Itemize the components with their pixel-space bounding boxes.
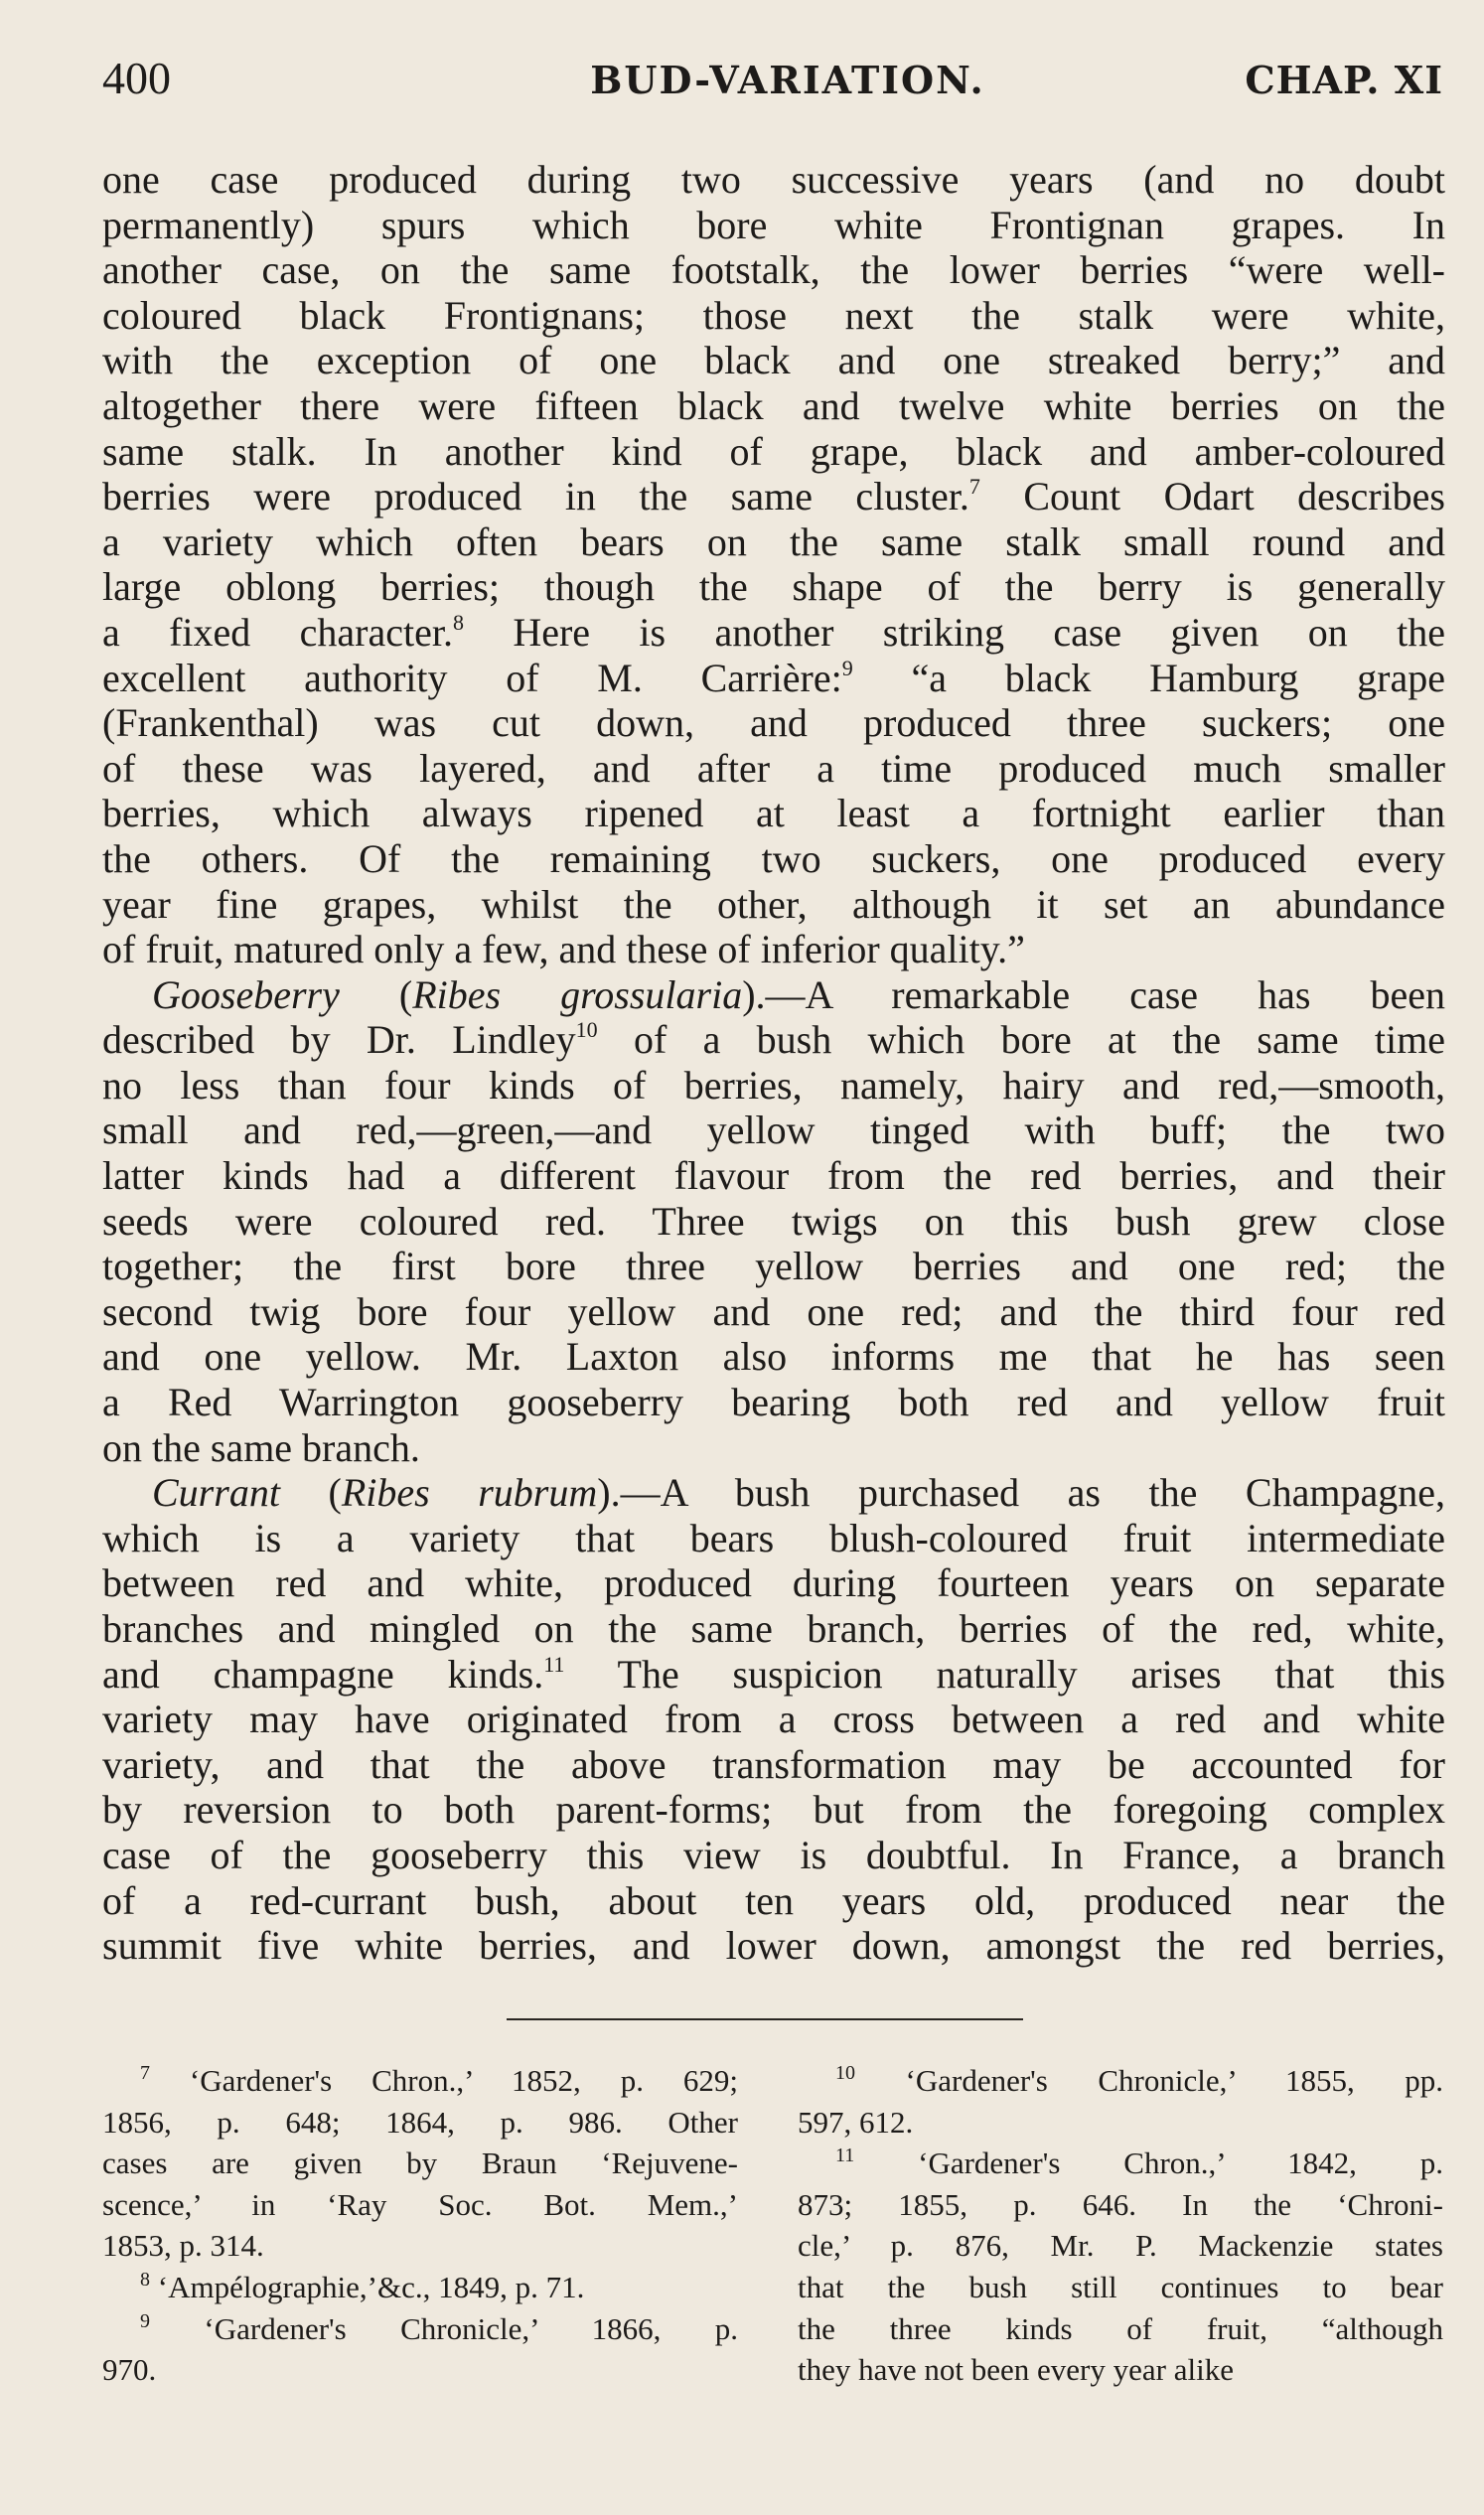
text-line: [102, 474, 1445, 519]
footnote-text: ‘Gardener's Chronicle,’ 1855, pp.: [905, 2063, 1443, 2098]
text-span: described by Dr. Lindley: [102, 1017, 576, 1063]
text-line: on the same branch.: [102, 1424, 420, 1470]
body-text: [102, 157, 1445, 1969]
footnote-ref-11: 11: [543, 1651, 565, 1677]
text-span: and champagne kinds.: [102, 1651, 544, 1697]
footnote-line: cases are given by Braun ‘Rejuvene-: [102, 2145, 738, 2181]
text-line: berries, which always ripened at least a fortnight earlier than: [102, 791, 1445, 836]
text-line: large oblong berries; though the shape of the berry is generally: [102, 564, 1445, 610]
footnote-line: 1853, p. 314.: [102, 2228, 264, 2264]
text-line: by reversion to both parent-forms; but from the foregoing complex: [102, 1787, 1445, 1833]
text-line: of a red-currant bush, about ten years old, produced near the: [102, 1877, 1445, 1923]
footnote-text: ‘Gardener's Chron.,’ 1842, p.: [918, 2145, 1443, 2181]
text-span: (: [279, 1470, 342, 1516]
text-line: latter kinds had a different flavour from the red berries, and their: [102, 1153, 1445, 1199]
text-span: excellent authority of M. Carrière:: [102, 655, 842, 700]
footnote-8: [102, 2267, 738, 2308]
footnote-line: scence,’ in ‘Ray Soc. Bot. Mem.,’: [102, 2186, 738, 2222]
text-line: of these was layered, and after a time produced much smaller: [102, 745, 1445, 791]
footnote-text: ‘Gardener's Chron.,’ 1852, p. 629;: [189, 2063, 739, 2098]
text-line: of fruit, matured only a few, and these of inferior quality.”: [102, 927, 1025, 972]
text-line: between red and white, produced during fourteen years on separate: [102, 1560, 1445, 1606]
text-span: (: [339, 971, 413, 1017]
page-number: 400: [102, 53, 171, 103]
footnote-line: the three kinds of fruit, “although: [798, 2310, 1443, 2346]
text-span: The suspicion naturally arises that this: [564, 1651, 1446, 1697]
footnote-11: [798, 2143, 1443, 2184]
text-line: [102, 1017, 1445, 1063]
text-span: Count Odart describes: [979, 474, 1446, 519]
species-name: Ribes rubrum: [341, 1470, 598, 1516]
text-line: a variety which often bears on the same stalk small round and: [102, 518, 1445, 564]
text-line: small and red,—green,—and yellow tinged with buff; the two: [102, 1108, 1445, 1153]
text-span: ).—A remarkable case has been: [742, 971, 1446, 1017]
footnotes-left-column: [102, 2060, 738, 2391]
text-span: of a bush which bore at the same time: [597, 1017, 1445, 1063]
footnote-9: [102, 2308, 738, 2350]
footnote-line: cle,’ p. 876, Mr. P. Mackenzie states: [798, 2228, 1443, 2264]
page-header: [102, 52, 1443, 111]
paragraph-start-gooseberry: [102, 972, 1445, 1018]
footnote-text: ‘Ampélographie,’&c., 1849, p. 71.: [157, 2269, 585, 2304]
text-line: no less than four kinds of berries, namely, hairy and red,—smooth,: [102, 1062, 1445, 1108]
text-span: Here is another striking case given on the: [463, 609, 1445, 655]
footnote-ref-7: 7: [968, 474, 980, 500]
text-line: a Red Warrington gooseberry bearing both red and yellow fruit: [102, 1380, 1445, 1425]
text-line: variety, and that the above transformation may be accounted for: [102, 1741, 1445, 1787]
text-span: a fixed character.: [102, 609, 453, 655]
footnote-number: 8: [140, 2268, 150, 2291]
text-line: seeds were coloured red. Three twigs on this bush grew close: [102, 1198, 1445, 1244]
text-line: the others. Of the remaining two suckers, one produced every: [102, 835, 1445, 881]
text-line: [102, 1652, 1445, 1698]
footnote-7: [102, 2060, 738, 2102]
footnote-line: 597, 612.: [798, 2104, 914, 2140]
footnote-10: [798, 2060, 1443, 2102]
text-line: permanently) spurs which bore white Frontignan grapes. In: [102, 202, 1445, 247]
text-line: which is a variety that bears blush-coloured fruit intermediate: [102, 1515, 1445, 1560]
footnote-line: that the bush still continues to bear: [798, 2269, 1443, 2304]
footnote-divider: [507, 2018, 1023, 2020]
text-line: year fine grapes, whilst the other, although it set an abundance: [102, 881, 1445, 927]
text-span: berries were produced in the same cluster.: [102, 474, 969, 519]
footnote-number: 9: [140, 2309, 150, 2332]
text-line: [102, 610, 1445, 656]
footnote-line: they have not been every year alike: [798, 2352, 1234, 2388]
section-heading-italic: Currant: [152, 1470, 280, 1516]
footnote-number: 10: [835, 2062, 855, 2084]
chapter-label: CHAP. XI: [1245, 58, 1443, 102]
text-line: [102, 656, 1445, 701]
text-span: ).—A bush purchased as the Champagne,: [597, 1470, 1445, 1516]
footnote-text: ‘Gardener's Chronicle,’ 1866, p.: [204, 2310, 738, 2346]
text-span: “a black Hamburg grape: [852, 655, 1445, 700]
text-line: variety may have originated from a cross between a red and white: [102, 1697, 1445, 1742]
text-line: coloured black Frontignans; those next the stalk were white,: [102, 292, 1445, 338]
footnote-line: 1856, p. 648; 1864, p. 986. Other: [102, 2104, 738, 2140]
text-line: one case produced during two successive years (and no doubt: [102, 157, 1445, 202]
text-line: branches and mingled on the same branch, berries of the red, white,: [102, 1606, 1445, 1651]
text-line: same stalk. In another kind of grape, black and amber-coloured: [102, 428, 1445, 474]
footnote-line: 970.: [102, 2352, 157, 2388]
text-line: second twig bore four yellow and one red; and the third four red: [102, 1288, 1445, 1334]
running-title: BUD-VARIATION.: [590, 58, 985, 102]
footnote-ref-8: 8: [452, 609, 464, 635]
species-name: Ribes grossularia: [412, 971, 743, 1017]
text-line: another case, on the same footstalk, the lower berries “were well-: [102, 247, 1445, 293]
text-line: and one yellow. Mr. Laxton also informs me that he has seen: [102, 1334, 1445, 1380]
footnote-number: 7: [140, 2062, 150, 2084]
text-line: summit five white berries, and lower down, amongst the red berries,: [102, 1923, 1445, 1969]
text-line: altogether there were fifteen black and twelve white berries on the: [102, 382, 1445, 428]
text-line: together; the first bore three yellow berries and one red; the: [102, 1244, 1445, 1289]
footnotes-right-column: [798, 2060, 1443, 2391]
footnote-ref-10: 10: [575, 1017, 598, 1043]
paragraph-start-currant: [102, 1470, 1445, 1516]
footnote-line: 873; 1855, p. 646. In the ‘Chroni-: [798, 2186, 1443, 2222]
section-heading-italic: Gooseberry: [152, 971, 340, 1017]
text-line: (Frankenthal) was cut down, and produced three suckers; one: [102, 700, 1445, 746]
text-line: case of the gooseberry this view is doubtful. In France, a branch: [102, 1832, 1445, 1877]
footnote-ref-9: 9: [841, 655, 853, 680]
text-line: with the exception of one black and one streaked berry;” and: [102, 338, 1445, 383]
footnote-number: 11: [835, 2145, 855, 2167]
